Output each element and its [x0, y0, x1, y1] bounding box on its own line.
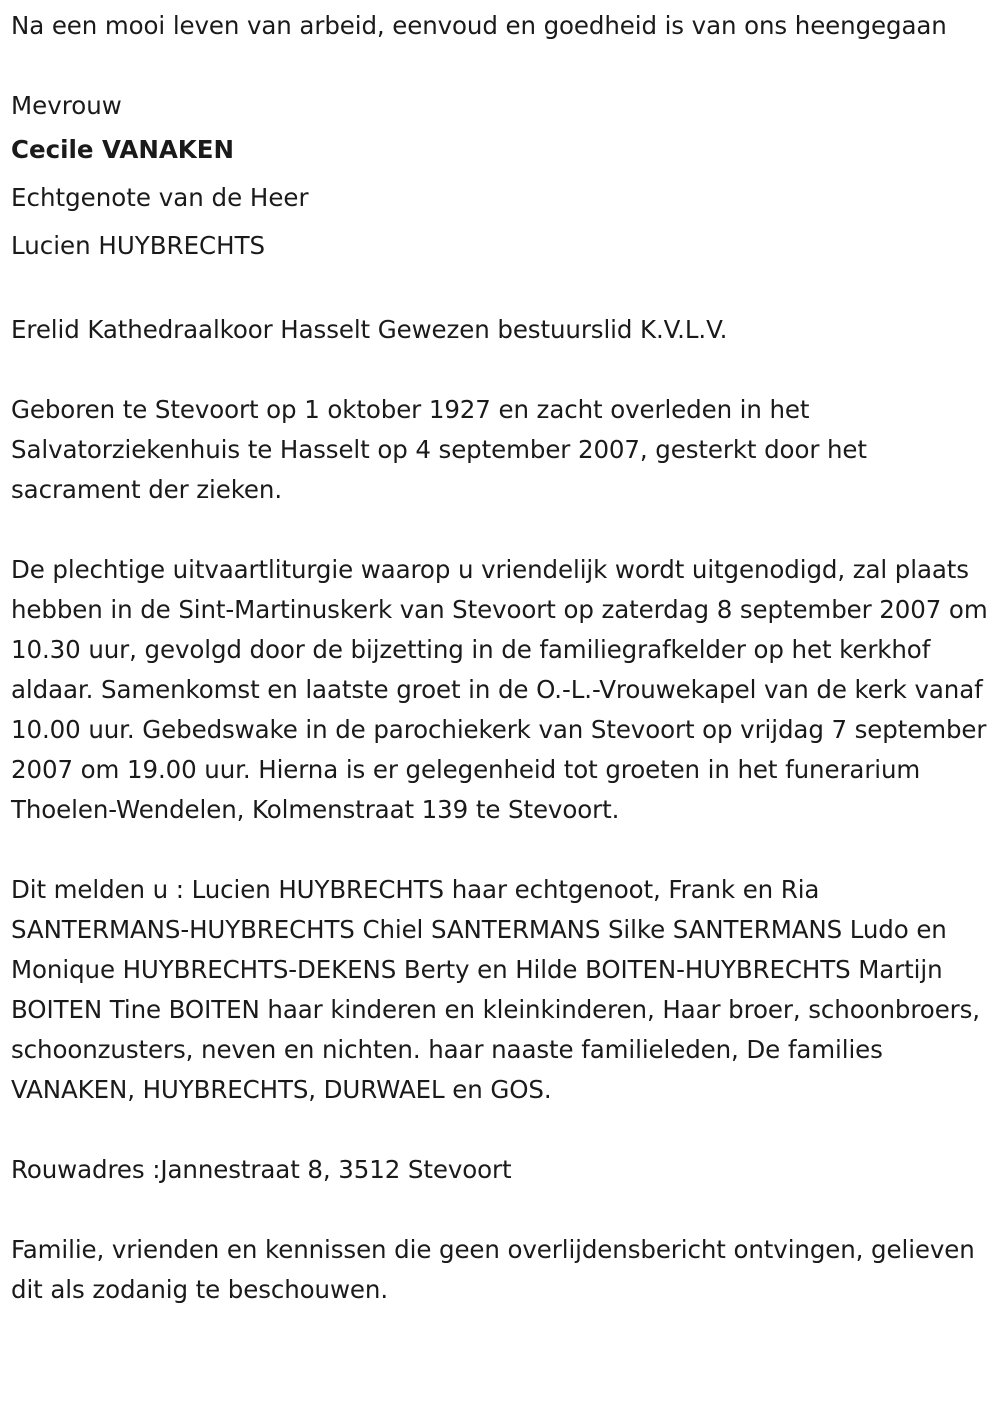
closing-text: Familie, vrienden en kennissen die geen overlijdensbericht ontvingen, gelieven dit als zodanig te beschouwen.: [11, 1235, 975, 1304]
spacer: [11, 1110, 990, 1150]
spacer: [11, 830, 990, 870]
spacer: [11, 46, 990, 86]
deceased-name: Cecile VANAKEN: [11, 135, 235, 164]
spacer: [11, 270, 990, 310]
spacer: [11, 1190, 990, 1230]
birth-death-text: Geboren te Stevoort op 1 oktober 1927 en zacht overleden in het Salvatorziekenhuis te Hasselt op 4 september 2007, gesterkt door het sacrament der zieken.: [11, 395, 867, 504]
spouse-label: Echtgenote van de Heer: [11, 183, 309, 212]
spouse-name: Lucien HUYBRECHTS: [11, 231, 266, 260]
announcers-text: Dit melden u : Lucien HUYBRECHTS haar echtgenoot, Frank en Ria SANTERMANS-HUYBRECHTS Chiel SANTERMANS Silke SANTERMANS Ludo en Monique HUYBRECHTS-DEKENS Berty en Hilde BOITEN-HUYBRECHTS Martijn BOITEN Tine BOITEN haar kinderen en kleinkinderen, Haar broer, schoonbroers, schoonzusters, neven en nichten. haar naaste familieleden, De families VANAKEN, HUYBRECHTS, DURWAEL en GOS.: [11, 875, 980, 1104]
funeral-text: De plechtige uitvaartliturgie waarop u vriendelijk wordt uitgenodigd, zal plaats hebben in de Sint-Martinuskerk van Stevoort op zaterdag 8 september 2007 om 10.30 uur, gevolgd door de bijzetting in de familiegrafkelder op het kerkhof aldaar. Samenkomst en laatste groet in de O.-L.-Vrouwekapel van de kerk vanaf 10.00 uur. Gebedswake in de parochiekerk van Stevoort op vrijdag 7 september 2007 om 19.00 uur. Hierna is er gelegenheid tot groeten in het funerarium Thoelen-Wendelen, Kolmenstraat 139 te Stevoort.: [11, 555, 988, 824]
honors-text: Erelid Kathedraalkoor Hasselt Gewezen bestuurslid K.V.L.V.: [11, 315, 728, 344]
spacer: [11, 350, 990, 390]
spacer: [11, 510, 990, 550]
address-text: Rouwadres :Jannestraat 8, 3512 Stevoort: [11, 1155, 512, 1184]
intro-text: Na een mooi leven van arbeid, eenvoud en goedheid is van ons heengegaan: [11, 11, 947, 40]
salutation: Mevrouw: [11, 91, 122, 120]
